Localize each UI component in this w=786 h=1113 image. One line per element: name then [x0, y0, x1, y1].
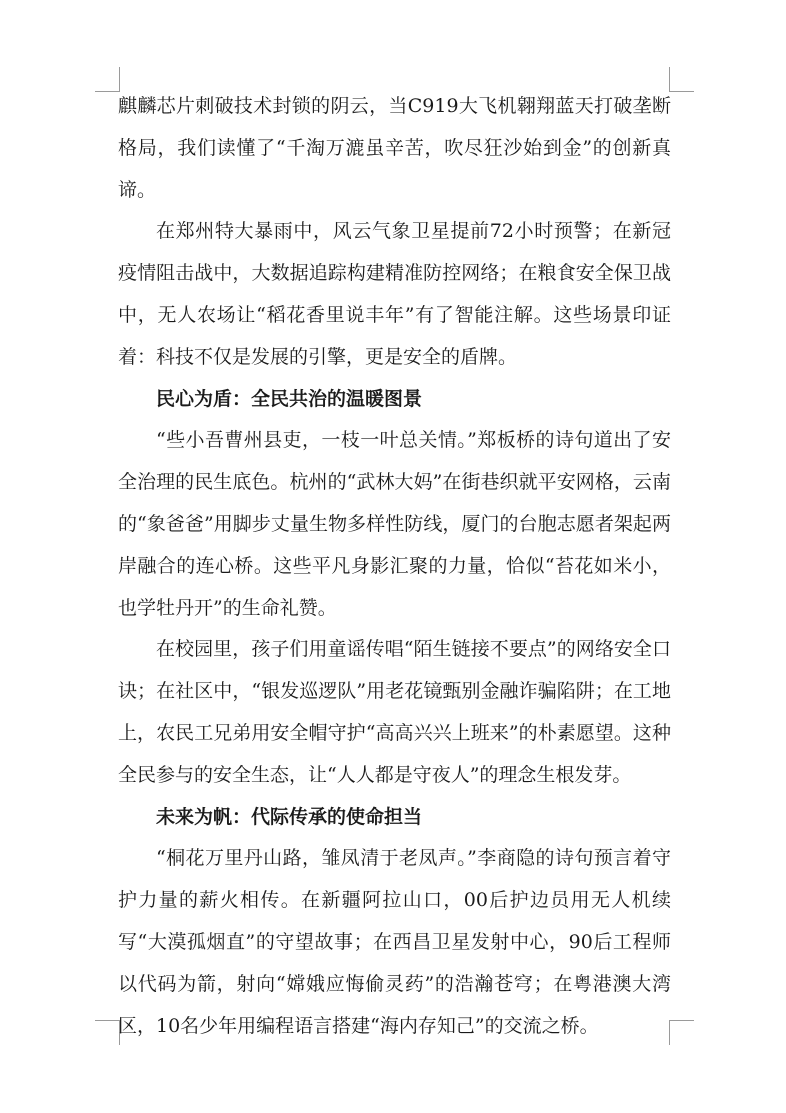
paragraph-5: “桐花万里丹山路，雏凤清于老凤声。”李商隐的诗句预言着守护力量的薪火相传。在新疆阿拉山口，00后护边员用无人机续写“大漠孤烟直”的守望故事；在西昌卫星发射中心，90后工程师以代码为箭，射向“嫦娥应悔偷灵药”的浩瀚苍穹；在粤港澳大湾区，10名少年用编程语言搭建“海内存知己”的交流之桥。	[118, 847, 671, 1037]
crop-mark-bottom-right	[669, 1020, 694, 1045]
paragraph-4: 在校园里，孩子们用童谣传唱“陌生链接不要点”的网络安全口诀；在社区中，“银发巡逻队”用老花镜甄别金融诈骗陷阱；在工地上，农民工兄弟用安全帽守护“高高兴兴上班来”的朴素愿望。这种全民参与的安全生态，让“人人都是守夜人”的理念生根发芽。	[118, 638, 671, 786]
paragraph-1: 麒麟芯片刺破技术封锁的阴云，当C919大飞机翱翔蓝天打破垄断格局，我们读懂了“千淘万漉虽辛苦，吹尽狂沙始到金”的创新真谛。	[118, 95, 671, 201]
section-heading-1: 民心为盾：全民共治的温暖图景	[156, 387, 423, 410]
crop-mark-bottom-left	[95, 1020, 120, 1045]
crop-mark-top-left	[95, 67, 120, 92]
crop-mark-top-right	[669, 67, 694, 92]
paragraph-2: 在郑州特大暴雨中，风云气象卫星提前72小时预警；在新冠疫情阻击战中，大数据追踪构建精准防控网络；在粮食安全保卫战中，无人农场让“稻花香里说丰年”有了智能注解。这些场景印证着：科技不仅是发展的引擎，更是安全的盾牌。	[118, 220, 671, 368]
section-heading-2: 未来为帆：代际传承的使命担当	[156, 805, 423, 828]
document-body	[118, 86, 671, 1047]
paragraph-3: “些小吾曹州县吏，一枝一叶总关情。”郑板桥的诗句道出了安全治理的民生底色。杭州的“武林大妈”在街巷织就平安网格，云南的“象爸爸”用脚步丈量生物多样性防线，厦门的台胞志愿者架起两岸融合的连心桥。这些平凡身影汇聚的力量，恰似“苔花如米小，也学牡丹开”的生命礼赞。	[118, 429, 671, 619]
